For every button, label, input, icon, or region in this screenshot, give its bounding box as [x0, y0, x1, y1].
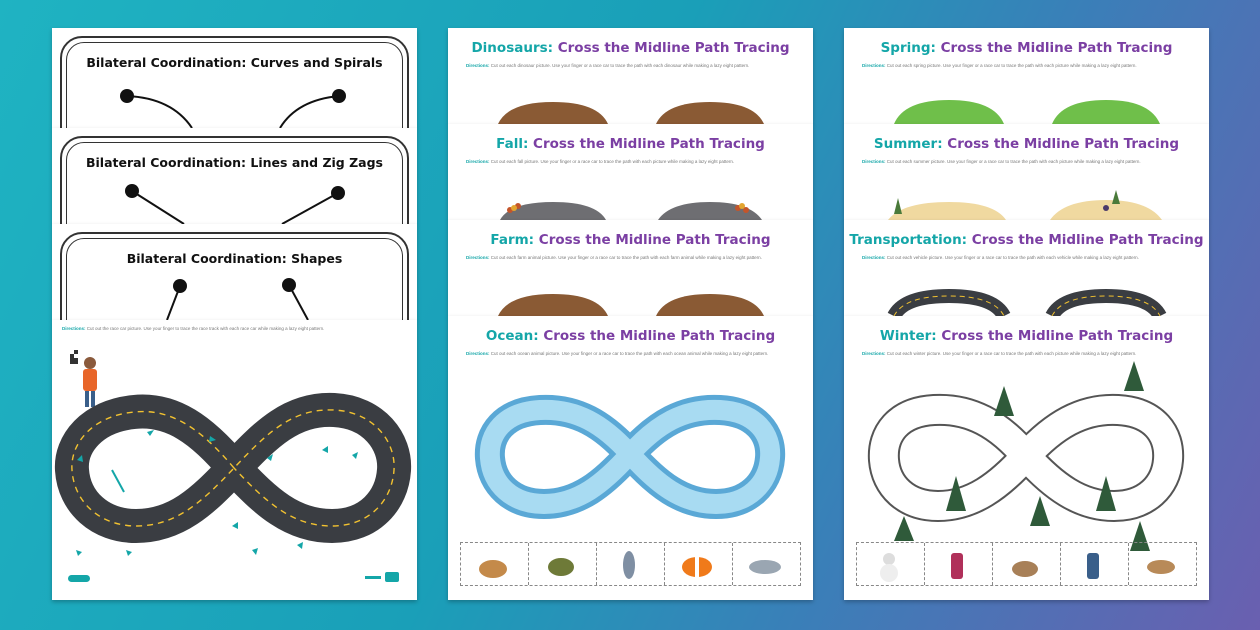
hill-illustration [844, 28, 1209, 124]
worksheet-title: Bilateral Coordination: Curves and Spirals [86, 55, 383, 70]
footer-logo [385, 572, 399, 582]
rabbit-picture [993, 543, 1061, 585]
worksheet-farm [448, 220, 813, 316]
worksheet-title: Farm: Cross the Midline Path Tracing [490, 232, 771, 248]
worksheet-title: Bilateral Coordination: Lines and Zig Zags [86, 155, 383, 170]
worksheet-directions: Directions: Cut out each spring picture. Use your finger or a race car to trace the path with each picture while making a lazy eight pattern. [862, 63, 1137, 68]
worksheet-transportation [844, 220, 1209, 316]
worksheet-directions: Directions: Cut out each farm animal picture. Use your finger or a race car to trace the path with each farm animal while making a lazy eight pattern. [466, 255, 762, 260]
worksheet-title: Fall: Cross the Midline Path Tracing [496, 136, 765, 152]
worksheet-title: Winter: Cross the Midline Path Tracing [879, 328, 1174, 344]
worksheet-directions: Directions: Cut out each summer picture. Use your finger or a race car to trace the path with each picture while making a lazy eight pattern. [862, 159, 1141, 164]
hermit-crab-picture [461, 543, 529, 585]
shapes-illustration [52, 224, 417, 320]
worksheet-fall [448, 124, 813, 220]
worksheet-dinosaurs [448, 28, 813, 124]
worksheet-summer [844, 124, 1209, 220]
cutout-pictures-strip [460, 542, 801, 586]
clownfish-picture [665, 543, 733, 585]
mound-illustration [448, 28, 813, 124]
worksheet-spring [844, 28, 1209, 124]
worksheet-directions: Directions: Cut out the race car picture. Use your finger to trace the race track with each race car while making a lazy eight pattern. [62, 326, 325, 331]
worksheet-directions: Directions: Cut out each vehicle picture. Use your finger or a race car to trace the path with each vehicle while making a lazy eight pattern. [862, 255, 1139, 260]
worksheet-title: Transportation: Cross the Midline Path Tracing [849, 232, 1204, 248]
worksheet-curves-spirals [52, 28, 417, 128]
worksheet-winter [844, 316, 1209, 600]
worksheet-directions: Directions: Cut out each fall picture. Use your finger or a race car to trace the path with each picture while making a lazy eight pattern. [466, 159, 735, 164]
child-winter-picture [925, 543, 993, 585]
turtle-picture [529, 543, 597, 585]
bilateral-coordination-column [52, 28, 417, 600]
mound-illustration [448, 220, 813, 316]
twinkl-logo [68, 575, 90, 582]
footer-bar [365, 576, 381, 579]
worksheet-race-track [52, 320, 417, 600]
child-skater-picture [1061, 543, 1129, 585]
worksheet-directions: Directions: Cut out each winter picture. Use your finger or a race car to trace the path with each picture while making a lazy eight pattern. [862, 351, 1137, 356]
sand-illustration [844, 124, 1209, 220]
worksheet-shapes [52, 224, 417, 320]
cutout-pictures-strip [856, 542, 1197, 586]
worksheet-title: Spring: Cross the Midline Path Tracing [880, 40, 1173, 56]
dolphin-picture [597, 543, 665, 585]
curves-illustration [52, 28, 417, 128]
worksheet-title: Bilateral Coordination: Shapes [126, 251, 343, 266]
worksheet-title: Summer: Cross the Midline Path Tracing [873, 136, 1180, 152]
worksheet-directions: Directions: Cut out each ocean animal picture. Use your finger or a race car to trace the path with each ocean animal while making a lazy eight pattern. [466, 351, 769, 356]
lines-illustration [52, 128, 417, 224]
race-track-illustration [52, 320, 417, 600]
worksheet-ocean [448, 316, 813, 600]
worksheet-title: Ocean: Cross the Midline Path Tracing [485, 328, 776, 344]
worksheet-title: Dinosaurs: Cross the Midline Path Tracing [471, 40, 790, 56]
deer-picture [1129, 543, 1196, 585]
cross-midline-column-1 [448, 28, 813, 600]
cross-midline-column-2 [844, 28, 1209, 600]
snowman-picture [857, 543, 925, 585]
fall-illustration [448, 124, 813, 220]
road-illustration [844, 220, 1209, 316]
worksheet-lines-zigzags [52, 128, 417, 224]
shark-picture [733, 543, 800, 585]
worksheet-directions: Directions: Cut out each dinosaur picture. Use your finger or a race car to trace the path with each dinosaur while making a lazy eight pattern. [466, 63, 750, 68]
